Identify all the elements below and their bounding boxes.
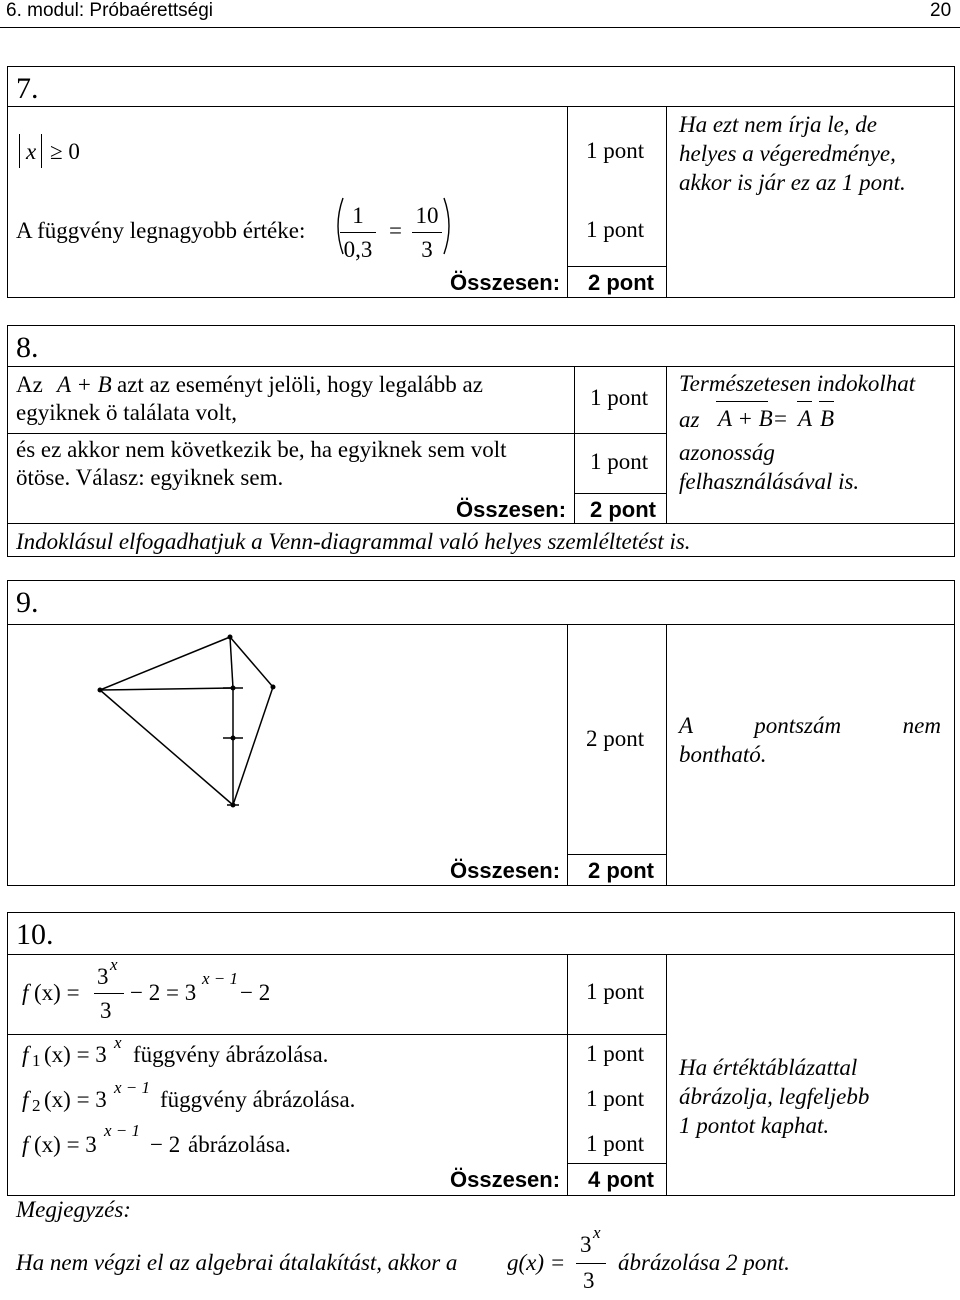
q10-r2-exp: x <box>114 1033 122 1052</box>
q7-bottom-border <box>7 297 955 298</box>
q8-overline-sum <box>716 401 768 402</box>
q8-total-points: 2 pont <box>590 497 656 522</box>
q9-col2-border <box>666 624 667 886</box>
q7-rel: ≥ 0 <box>50 139 80 164</box>
q10-note-line: 1 pontot kaphat. <box>679 1113 830 1138</box>
q10-row-rule <box>7 1034 667 1035</box>
q8-row1-line2: egyiknek ö találata volt, <box>16 400 237 425</box>
q8-footer-rule <box>7 523 955 524</box>
q8-top-border <box>7 325 955 326</box>
graph-edge <box>233 687 273 805</box>
q8-overline-A <box>797 401 812 402</box>
q10-note-line: ábrázolja, legfeljebb <box>679 1084 870 1109</box>
q7-paren-right <box>442 196 456 256</box>
q7-line1-points: 1 pont <box>586 138 645 163</box>
q10-total-points: 4 pont <box>588 1167 654 1192</box>
q10-r4-arg: (x) = 3 <box>34 1132 97 1157</box>
q10-header-rule <box>7 954 955 955</box>
q10-r2-arg: (x) = 3 <box>44 1042 107 1067</box>
q8-row-rule <box>7 433 667 434</box>
page-header <box>0 0 960 28</box>
graph-edge <box>100 688 233 690</box>
q10-r3-arg: (x) = 3 <box>44 1087 107 1112</box>
q7-line2-points: 1 pont <box>586 217 645 242</box>
q9-points: 2 pont <box>586 726 645 751</box>
q10-remark-label: Megjegyzés: <box>16 1197 131 1222</box>
q10-note <box>679 1053 869 1140</box>
q8-overline-B <box>819 401 834 402</box>
q9-total-rule <box>567 854 667 855</box>
q9-total-points: 2 pont <box>588 858 654 883</box>
q7-note <box>679 110 906 197</box>
q10-r1-points: 1 pont <box>586 979 645 1004</box>
q10-r3-exp: x − 1 <box>114 1078 151 1097</box>
q8-col2-border <box>666 366 667 524</box>
q10-r1-frac-bar <box>94 993 124 994</box>
q10-r4-exp: x − 1 <box>104 1121 141 1140</box>
q8-note-line3: azonosság <box>679 440 775 465</box>
q8-note-B: B <box>820 406 835 431</box>
q10-number: 10. <box>16 918 54 951</box>
q8-header-rule <box>7 366 955 367</box>
q9-number: 9. <box>16 586 39 619</box>
q8-note-expr-left: A + B <box>718 406 773 431</box>
q7-col2-border <box>666 106 667 298</box>
q7-total-points: 2 pont <box>588 270 654 295</box>
q9-total-label: Összesen: <box>450 858 561 883</box>
q10-top-border <box>7 912 955 913</box>
q10-r2-points: 1 pont <box>586 1041 645 1066</box>
q8-bottom-border <box>7 556 955 557</box>
q7-top-border <box>7 66 955 67</box>
q8-row2-line2: ötöse. Válasz: egyiknek sem. <box>16 465 284 490</box>
header-rule <box>0 27 960 28</box>
q10-remark-num-exp: x <box>593 1223 601 1242</box>
q9-col1-border <box>567 624 568 886</box>
q8-note-eq: = <box>774 406 787 431</box>
q8-note-A: A <box>798 406 813 431</box>
graph-edge <box>100 690 233 805</box>
q7-frac1-num: 1 <box>352 203 364 228</box>
q10-remark-pre: Ha nem végzi el az algebrai átalakítást, akkor a <box>16 1250 458 1275</box>
graph-vertex <box>228 635 233 640</box>
module-title: 6. modul: Próbaérettségi <box>6 0 214 21</box>
q8-row1-pre: Az <box>16 372 43 397</box>
q8-note-line1: Természetesen indokolhat <box>679 371 916 396</box>
q8-note-az: az <box>679 407 700 432</box>
q7-header-rule <box>7 106 955 107</box>
q10-remark-post: ábrázolása 2 pont. <box>618 1250 790 1275</box>
q9-top-border <box>7 580 955 581</box>
q10-r2-sub: 1 <box>32 1051 41 1070</box>
q7-note-line: helyes a végeredménye, <box>679 141 896 166</box>
q10-remark-g: g(x) = <box>507 1250 566 1275</box>
graph-edge <box>100 637 230 690</box>
q7-total-label: Összesen: <box>450 270 561 295</box>
q7-frac1-den: 0,3 <box>343 237 373 262</box>
q10-r1-exp2: x − 1 <box>202 969 239 988</box>
q7-var-x: x <box>26 139 37 164</box>
q10-r1-f: f <box>22 980 29 1005</box>
q10-r1-num-base: 3 <box>97 964 109 989</box>
q8-note-line4: felhasználásával is. <box>679 469 860 494</box>
q10-r1-tail: − 2 <box>240 980 271 1005</box>
q8-row1-post: azt az eseményt jelöli, hogy legalább az <box>117 372 483 397</box>
q7-frac2-num: 10 <box>415 203 439 228</box>
graph-edge <box>230 637 273 687</box>
q8-col1-border <box>574 366 575 524</box>
q10-col1-border <box>567 954 568 1196</box>
q10-r4-f: f <box>22 1132 29 1157</box>
q10-r3-text: függvény ábrázolása. <box>160 1087 356 1112</box>
q10-remark-frac-bar <box>576 1263 606 1264</box>
q10-r4-tail: − 2 <box>150 1132 181 1157</box>
q9-note-line2: bontható. <box>679 742 767 767</box>
abs-bar-left <box>19 134 20 168</box>
q7-frac1-bar <box>340 232 376 233</box>
q10-r4-text: ábrázolása. <box>188 1132 291 1157</box>
graph-edge <box>230 637 233 688</box>
q8-row2-line1: és ez akkor nem következik be, ha egyiknek sem volt <box>16 437 507 462</box>
graph-vertex <box>271 685 276 690</box>
q7-number: 7. <box>16 72 39 105</box>
q10-r4-points: 1 pont <box>586 1131 645 1156</box>
graph-vertex <box>98 688 103 693</box>
q10-bottom-border <box>7 1195 955 1196</box>
q10-total-label: Összesen: <box>450 1167 561 1192</box>
q10-r2-f: f <box>22 1042 29 1067</box>
q10-remark-num-base: 3 <box>580 1232 592 1257</box>
q7-frac2-den: 3 <box>421 237 433 262</box>
q10-r2-text: függvény ábrázolása. <box>133 1042 329 1067</box>
q8-total-rule <box>574 493 667 494</box>
q10-col2-border <box>666 954 667 1196</box>
q7-left-border <box>7 66 8 298</box>
q7-total-rule <box>567 266 667 267</box>
q9-graph <box>90 630 290 820</box>
page-number: 20 <box>930 0 952 21</box>
q10-total-rule <box>567 1163 667 1164</box>
q7-right-border <box>954 66 955 298</box>
q10-r1-num-exp: x <box>110 955 118 974</box>
q7-note-line: Ha ezt nem írja le, de <box>679 112 878 137</box>
q9-note-line1: A pontszám nem <box>679 713 941 738</box>
q7-eq: = <box>389 218 402 243</box>
q7-note-line: akkor is jár ez az 1 pont. <box>679 170 906 195</box>
right-paren-icon <box>442 196 456 256</box>
q8-row1-points: 1 pont <box>590 385 649 410</box>
q10-r3-points: 1 pont <box>586 1086 645 1111</box>
q9-left-border <box>7 580 8 886</box>
q10-r1-den: 3 <box>100 998 112 1023</box>
q9-bottom-border <box>7 885 955 886</box>
q10-note-line: Ha értéktáblázattal <box>679 1055 858 1080</box>
q7-col1-border <box>567 106 568 298</box>
abs-bar-right <box>41 134 42 168</box>
q10-r1-minus2: − 2 = 3 <box>130 980 197 1005</box>
q7-max-label: A függvény legnagyobb értéke: <box>16 218 306 243</box>
q10-r1-arg: (x) = <box>34 980 80 1005</box>
q7-frac2-bar <box>412 232 442 233</box>
q10-remark-den: 3 <box>583 1268 595 1293</box>
q9-note <box>679 711 941 769</box>
q8-row2-points: 1 pont <box>590 449 649 474</box>
q8-footer: Indoklásul elfogadhatjuk a Venn-diagrammal való helyes szemléltetést is. <box>16 529 691 554</box>
q9-right-border <box>954 580 955 886</box>
q8-row1-expr: A + B <box>57 372 112 397</box>
q8-total-label: Összesen: <box>456 497 567 522</box>
q9-header-rule <box>7 624 955 625</box>
q10-r3-sub: 2 <box>32 1096 41 1115</box>
q10-r3-f: f <box>22 1087 29 1112</box>
q8-number: 8. <box>16 331 39 364</box>
